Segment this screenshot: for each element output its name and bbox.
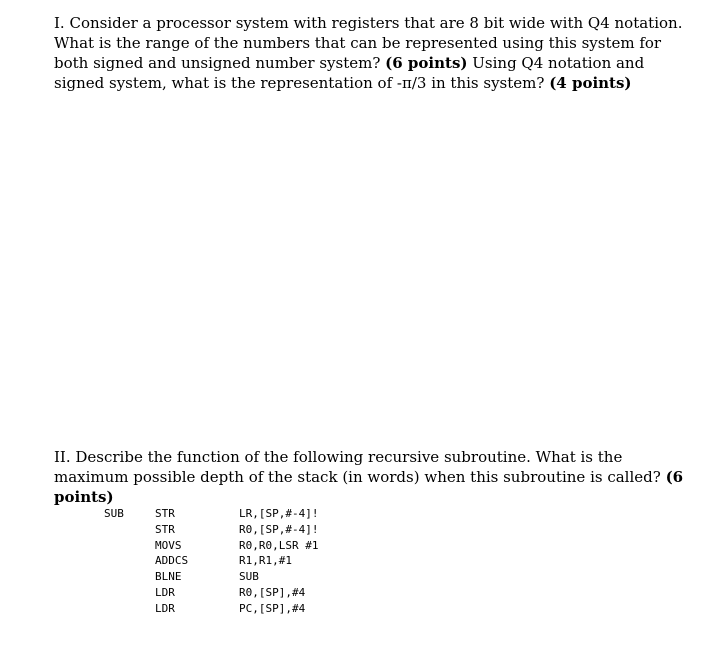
code-operands: R1,R1,#1	[239, 554, 292, 568]
code-operands: SUB	[239, 570, 259, 584]
question-1-points-a: (6 points)	[385, 54, 468, 72]
code-label: SUB	[104, 507, 124, 520]
code-opcode: MOVS	[155, 538, 182, 552]
question-1-text: I. Consider a processor system with registers that are 8 bit wide with Q4 notation. What is the range of the numbers that can be represented using this system for both signed and unsigned number system?	[54, 14, 683, 72]
code-operands: R0,R0,LSR #1	[239, 538, 319, 552]
code-opcode: STR	[155, 522, 175, 536]
code-line	[104, 585, 318, 601]
code-opcode: BLNE	[155, 570, 182, 584]
question-1-points-b: (4 points)	[549, 74, 632, 92]
code-operands: LR,[SP,#-4]!	[239, 507, 319, 520]
code-label	[104, 585, 155, 601]
code-label	[104, 538, 155, 554]
code-operands: PC,[SP],#4	[239, 601, 306, 615]
code-line	[104, 553, 318, 569]
question-2-points: (6 points)	[54, 468, 684, 506]
code-opcode: ADDCS	[155, 554, 189, 568]
code-label	[104, 569, 155, 585]
code-operands: R0,[SP,#-4]!	[239, 522, 319, 536]
code-line	[104, 569, 318, 585]
question-2	[54, 447, 684, 507]
code-label	[104, 553, 155, 569]
question-2-text: II. Describe the function of the following recursive subroutine. What is the maximum possible depth of the stack (in words) when this subroutine is called?	[54, 448, 666, 486]
code-opcode: LDR	[155, 585, 175, 599]
code-line	[104, 538, 318, 554]
code-opcode: STR	[155, 507, 175, 520]
code-opcode: LDR	[155, 601, 175, 615]
question-1	[54, 13, 684, 93]
question-1-text-b: Using Q4 notation and signed system, what is the representation of -π/3 in this system?	[54, 54, 645, 92]
code-label	[104, 601, 155, 617]
code-operands: R0,[SP],#4	[239, 585, 306, 599]
code-listing	[104, 506, 318, 617]
code-label	[104, 522, 155, 538]
code-line	[104, 506, 318, 522]
code-line	[104, 522, 318, 538]
code-line	[104, 601, 318, 617]
